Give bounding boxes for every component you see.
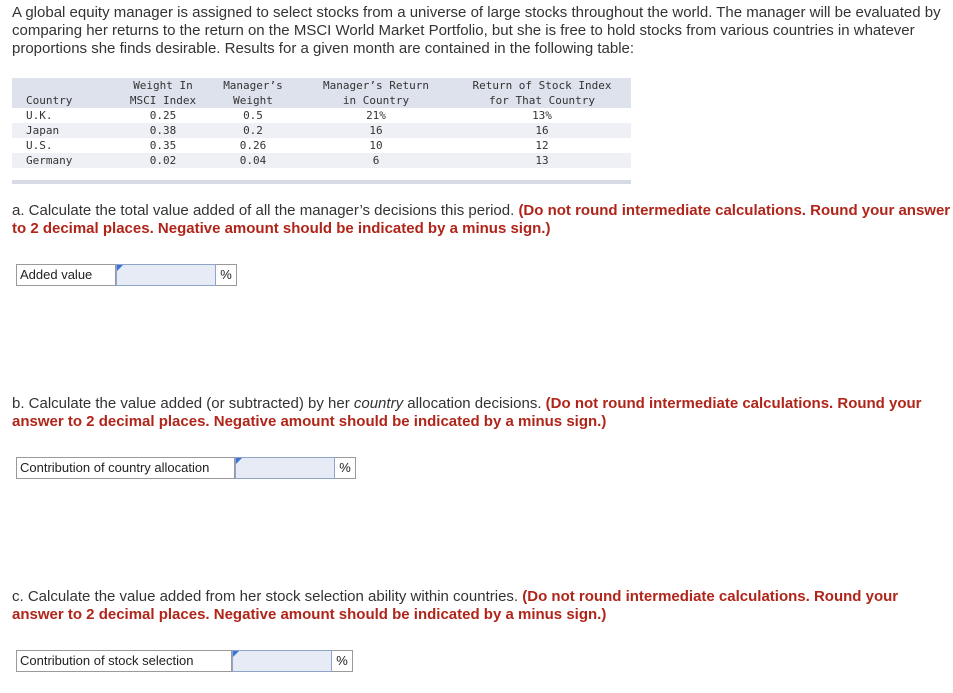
cell-msci-weight: 0.25	[149, 109, 177, 122]
col-header-index-return-line2: for That Country	[489, 94, 595, 107]
cell-manager-return: 16	[369, 124, 383, 137]
col-header-country-line1	[26, 78, 72, 93]
added-value-label: Added value	[16, 264, 116, 286]
added-value-input-box[interactable]	[116, 264, 216, 286]
stock-selection-input[interactable]	[233, 651, 331, 671]
cell-index-return: 16	[535, 124, 549, 137]
col-header-manager-return	[318, 78, 434, 108]
question-c-text: c. Calculate the value added from her stock selection ability within countries.	[12, 588, 519, 605]
cell-country: Germany	[26, 154, 73, 167]
table-header	[12, 78, 631, 108]
col-header-manager-return-line2: in Country	[342, 94, 410, 107]
cell-index-return: 13	[535, 154, 549, 167]
col-header-manager-weight-line1: Manager’s	[223, 79, 283, 92]
col-header-msci-weight-line1: Weight In	[133, 79, 193, 92]
cell-manager-return: 10	[369, 139, 383, 152]
cell-index-return: 12	[535, 139, 549, 152]
input-flag-icon	[236, 458, 242, 464]
col-header-manager-weight	[220, 78, 286, 108]
col-header-country-line2: Country	[26, 94, 73, 107]
question-b-text-2: allocation decisions.	[407, 395, 542, 412]
cell-manager-weight: 0.2	[243, 124, 263, 137]
stock-selection-input-box[interactable]	[232, 650, 332, 672]
cell-country: Japan	[26, 124, 60, 137]
input-flag-icon	[117, 265, 123, 271]
added-value-input[interactable]	[117, 265, 215, 285]
answer-row-added-value	[16, 264, 237, 286]
cell-msci-weight: 0.38	[149, 124, 177, 137]
answer-row-stock-selection	[16, 650, 353, 672]
problem-intro: A global equity manager is assigned to select stocks from a universe of large stocks throughout the world. The manager will be evaluated by comparing her returns to the return on the MSCI World Market Portfolio, but she is free to hold stocks from various countries in whatever proportions she finds desirable. Results for a given month are contained in the following table:	[12, 4, 941, 57]
col-header-msci-weight-line2: MSCI Index	[129, 94, 197, 107]
cell-msci-weight: 0.02	[149, 154, 177, 167]
table-row	[12, 138, 631, 153]
question-b-emphasis: country	[353, 395, 404, 412]
cell-manager-return: 21%	[366, 109, 386, 122]
table-bottom-rule	[12, 180, 631, 184]
input-flag-icon	[233, 651, 239, 657]
question-b-text-1: b. Calculate the value added (or subtracted) by her	[12, 395, 350, 412]
col-header-msci-weight	[125, 78, 201, 108]
question-b	[12, 395, 952, 431]
question-c-instruction: (Do not round intermediate calculations. Round your answer to 2 decimal places. Negative amount should be indicated by a minus sign.)	[12, 588, 899, 623]
cell-manager-weight: 0.5	[243, 109, 263, 122]
table-row	[12, 153, 631, 168]
table-row	[12, 108, 631, 123]
col-header-manager-weight-line2: Weight	[233, 94, 273, 107]
stock-selection-unit: %	[332, 650, 353, 672]
col-header-manager-return-line1: Manager’s Return	[323, 79, 429, 92]
question-a-instruction: (Do not round intermediate calculations. Round your answer to 2 decimal places. Negative amount should be indicated by a minus sign.)	[12, 202, 951, 237]
question-a-text: a. Calculate the total value added of all the manager’s decisions this period.	[12, 202, 515, 219]
results-table	[12, 78, 631, 184]
question-a	[12, 202, 952, 238]
cell-manager-weight: 0.04	[239, 154, 267, 167]
country-allocation-input[interactable]	[236, 458, 334, 478]
country-allocation-input-box[interactable]	[235, 457, 335, 479]
stock-selection-label: Contribution of stock selection	[16, 650, 232, 672]
answer-row-country-allocation	[16, 457, 356, 479]
col-header-country	[26, 78, 72, 108]
question-c	[12, 588, 952, 624]
question-b-instruction: (Do not round intermediate calculations. Round your answer to 2 decimal places. Negative amount should be indicated by a minus sign.)	[12, 395, 922, 430]
cell-country: U.K.	[26, 109, 53, 122]
cell-country: U.S.	[26, 139, 53, 152]
added-value-unit: %	[216, 264, 237, 286]
cell-manager-return: 6	[372, 154, 380, 167]
col-header-index-return-line1: Return of Stock Index	[472, 79, 612, 92]
cell-manager-weight: 0.26	[239, 139, 267, 152]
cell-msci-weight: 0.35	[149, 139, 177, 152]
col-header-index-return	[466, 78, 618, 108]
table-row	[12, 123, 631, 138]
country-allocation-unit: %	[335, 457, 356, 479]
country-allocation-label: Contribution of country allocation	[16, 457, 235, 479]
cell-index-return: 13%	[532, 109, 552, 122]
